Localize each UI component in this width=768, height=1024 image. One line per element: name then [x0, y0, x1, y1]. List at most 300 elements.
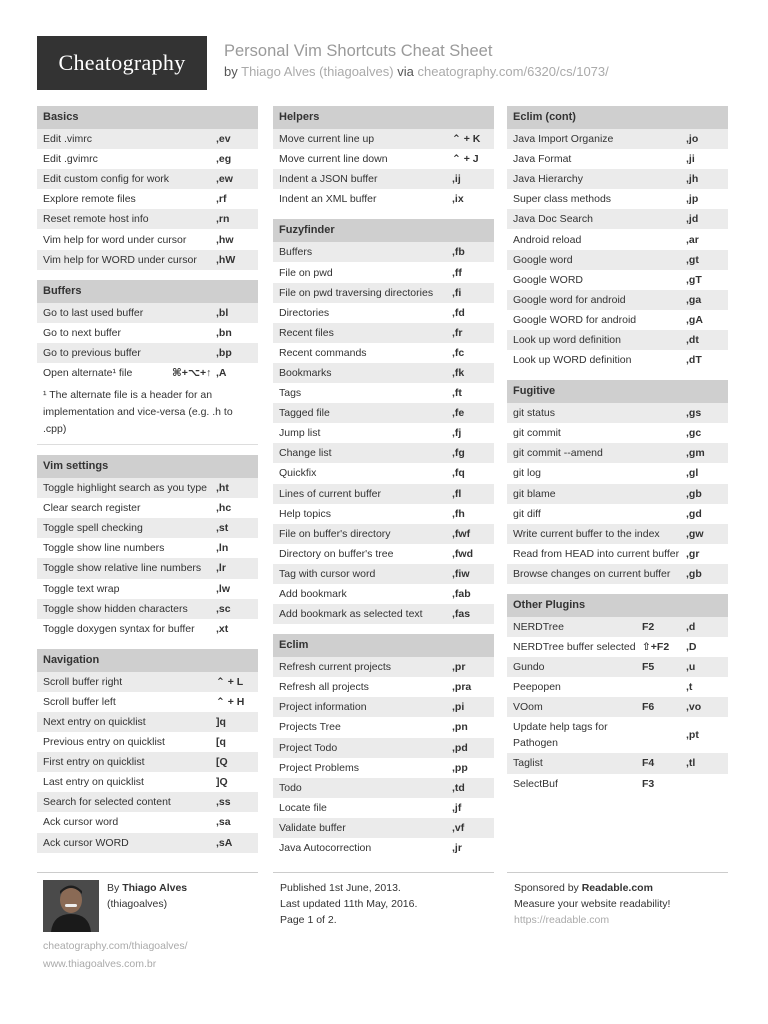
- shortcut-key: ,fg: [450, 443, 494, 463]
- section-title: Vim settings: [37, 455, 258, 478]
- shortcut-row: [37, 478, 258, 498]
- shortcut-key: ,fi: [450, 283, 494, 303]
- shortcut-action: git status: [507, 403, 684, 423]
- section-helpers: [273, 106, 494, 209]
- section-title: Navigation: [37, 649, 258, 672]
- shortcut-action: Java Format: [513, 153, 572, 166]
- shortcut-row: [273, 262, 494, 282]
- footer-divider: [507, 872, 728, 873]
- shortcut-row: [37, 518, 258, 538]
- shortcut-table: [37, 129, 258, 270]
- shortcut-modifier: [172, 343, 214, 363]
- shortcut-row: [273, 717, 494, 737]
- shortcut-action: Edit .vimrc: [37, 129, 214, 149]
- shortcut-row: [37, 129, 258, 149]
- shortcut-row: [273, 564, 494, 584]
- footer-author: [107, 880, 187, 912]
- section-title: Other Plugins: [507, 594, 728, 617]
- shortcut-row: [273, 323, 494, 343]
- shortcut-row: [37, 833, 258, 853]
- shortcut-action: Toggle text wrap: [43, 582, 120, 595]
- shortcut-row: [37, 579, 258, 599]
- shortcut-action: Super class methods: [513, 193, 612, 206]
- shortcut-row: [507, 310, 728, 330]
- byline-by: by: [224, 64, 238, 79]
- shortcut-modifier: ⇧+F2: [642, 641, 670, 654]
- shortcut-row: [37, 229, 258, 249]
- author-avatar: [43, 880, 99, 932]
- shortcut-key: ,gT: [686, 273, 702, 286]
- shortcut-table: [507, 129, 728, 370]
- shortcut-modifier: F3: [642, 777, 655, 790]
- shortcut-action: Ack cursor WORD: [37, 833, 214, 853]
- shortcut-key: ,jh: [684, 169, 728, 189]
- shortcut-action: Read from HEAD into current buffer: [513, 547, 680, 560]
- shortcut-key: ,ft: [452, 387, 462, 400]
- shortcut-action: Edit custom config for work: [37, 169, 214, 189]
- shortcut-action: Clear search register: [43, 502, 141, 515]
- shortcut-table: [507, 617, 728, 794]
- shortcut-key: ,eg: [216, 153, 232, 166]
- shortcut-action: Project Todo: [273, 738, 450, 758]
- shortcut-key: ,u: [684, 657, 728, 677]
- shortcut-key: ,D: [686, 641, 697, 654]
- shortcut-action: Indent a JSON buffer: [273, 169, 450, 189]
- section-title: Eclim: [273, 634, 494, 657]
- shortcut-row: [273, 604, 494, 624]
- shortcut-row: [273, 657, 494, 677]
- shortcut-key: ,rn: [214, 209, 258, 229]
- shortcut-row: [273, 283, 494, 303]
- shortcut-key: ,gw: [684, 524, 728, 544]
- section-title: Fuzyfinder: [273, 219, 494, 242]
- section-title: Eclim (cont): [507, 106, 728, 129]
- shortcut-row: [37, 303, 258, 323]
- shortcut-action: Toggle show line numbers: [43, 542, 165, 555]
- page-number: Page 1 of 2.: [280, 914, 337, 926]
- shortcut-action: Previous entry on quicklist: [43, 736, 165, 749]
- shortcut-action: Tags: [279, 387, 302, 400]
- shortcut-row: [273, 677, 494, 697]
- shortcut-action: Scroll buffer left: [43, 695, 116, 708]
- shortcut-row: [273, 463, 494, 483]
- shortcut-key: ,td: [450, 778, 494, 798]
- header: [37, 36, 737, 90]
- shortcut-row: [273, 403, 494, 423]
- shortcut-row: [507, 544, 728, 564]
- sponsor-url-link[interactable]: https://readable.com: [514, 914, 610, 926]
- shortcut-action: Write current buffer to the index: [507, 524, 684, 544]
- shortcut-modifier: F5: [642, 657, 684, 677]
- shortcut-modifier: [642, 717, 684, 753]
- shortcut-action: Refresh current projects: [273, 657, 450, 677]
- shortcut-key: [684, 774, 728, 794]
- shortcut-key: ,pd: [450, 738, 494, 758]
- section-buffers: [37, 280, 258, 445]
- section-title: Fugitive: [507, 380, 728, 403]
- shortcut-action: Next entry on quicklist: [37, 712, 214, 732]
- shortcut-key: ,ht: [214, 478, 258, 498]
- shortcut-action: Ack cursor word: [43, 816, 119, 829]
- shortcut-action: File on buffer's directory: [273, 524, 450, 544]
- shortcut-key: ,sA: [214, 833, 258, 853]
- shortcut-row: [273, 504, 494, 524]
- shortcut-row: [507, 443, 728, 463]
- shortcut-table: [507, 403, 728, 584]
- shortcut-action: git diff: [513, 507, 541, 520]
- footer: [37, 872, 737, 972]
- shortcut-row: [37, 672, 258, 692]
- author-website-link[interactable]: www.thiagoalves.com.br: [43, 958, 157, 970]
- shortcut-row: [273, 738, 494, 758]
- shortcut-key: ,ij: [450, 169, 494, 189]
- shortcut-action: Tagged file: [273, 403, 450, 423]
- avatar-photo-icon: [43, 880, 99, 932]
- column-2: [273, 106, 494, 868]
- shortcut-action: git commit --amend: [507, 443, 684, 463]
- shortcut-key: ,jp: [686, 193, 699, 206]
- shortcut-modifier: [642, 677, 684, 697]
- shortcut-key: [q: [216, 736, 226, 749]
- shortcut-key: ⌃ + J: [452, 153, 479, 166]
- shortcut-row: [507, 677, 728, 697]
- shortcut-action: Taglist: [507, 753, 642, 773]
- shortcut-key: ,fb: [450, 242, 494, 262]
- shortcut-row: [37, 599, 258, 619]
- shortcut-key: ,gr: [686, 547, 700, 560]
- shortcut-key: ,xt: [216, 622, 229, 635]
- shortcut-modifier: F4: [642, 753, 684, 773]
- shortcut-action: Vim help for WORD under cursor: [37, 250, 214, 270]
- shortcut-key: ,fe: [450, 403, 494, 423]
- shortcut-key: ,ff: [452, 266, 462, 279]
- shortcut-action: Java Import Organize: [507, 129, 684, 149]
- shortcut-key: ,jf: [452, 801, 462, 814]
- shortcut-table: [37, 303, 258, 383]
- shortcut-action: First entry on quicklist: [37, 752, 214, 772]
- shortcut-action: Directory on buffer's tree: [279, 547, 394, 560]
- shortcut-row: [507, 403, 728, 423]
- shortcut-row: [273, 169, 494, 189]
- shortcut-key: ,bp: [214, 343, 258, 363]
- footer-divider: [37, 872, 258, 873]
- shortcut-row: [273, 343, 494, 363]
- shortcut-row: [507, 617, 728, 637]
- shortcut-key: ,gs: [684, 403, 728, 423]
- shortcut-key: ,gl: [686, 467, 699, 480]
- shortcut-action: Last entry on quicklist: [43, 776, 144, 789]
- shortcut-action: Tag with cursor word: [273, 564, 450, 584]
- shortcut-key: ,vf: [450, 818, 494, 838]
- shortcut-row: [37, 189, 258, 209]
- shortcut-action: Recent files: [273, 323, 450, 343]
- section-fugitive: [507, 380, 728, 584]
- shortcut-row: [507, 717, 728, 753]
- shortcut-action: Browse changes on current buffer: [507, 564, 684, 584]
- shortcut-key: ,fwd: [452, 547, 473, 560]
- shortcut-key: ,fh: [452, 507, 465, 520]
- shortcut-row: [37, 732, 258, 752]
- shortcut-key: ,pra: [452, 681, 472, 694]
- shortcut-row: [37, 772, 258, 792]
- shortcut-row: [507, 290, 728, 310]
- shortcut-action: Directories: [279, 306, 330, 319]
- shortcut-action: Refresh all projects: [279, 681, 369, 694]
- shortcut-modifier: [172, 323, 214, 343]
- shortcut-key: ]q: [214, 712, 258, 732]
- shortcut-action: Help topics: [279, 507, 331, 520]
- shortcut-row: [507, 524, 728, 544]
- shortcut-table: [37, 478, 258, 639]
- section-eclim-cont: [507, 106, 728, 370]
- footer-author-name: Thiago Alves: [122, 882, 188, 894]
- sheet-url-link[interactable]: cheatography.com/6320/cs/1073/: [417, 64, 609, 79]
- cheatography-logo[interactable]: Cheatography: [37, 36, 207, 90]
- shortcut-action: Move current line down: [279, 153, 388, 166]
- shortcut-row: [37, 792, 258, 812]
- shortcut-key: ,ji: [686, 153, 695, 166]
- shortcut-key: ,fq: [452, 467, 465, 480]
- shortcut-row: [507, 250, 728, 270]
- shortcut-row: [507, 484, 728, 504]
- page-title: Personal Vim Shortcuts Cheat Sheet: [224, 42, 493, 60]
- shortcut-row: [273, 697, 494, 717]
- shortcut-row: [507, 330, 728, 350]
- shortcut-action: Projects Tree: [279, 721, 341, 734]
- shortcut-action: Look up WORD definition: [513, 354, 632, 367]
- shortcut-action: Google WORD: [513, 273, 584, 286]
- shortcut-action: git log: [513, 467, 542, 480]
- footer-sponsor: [514, 880, 670, 928]
- shortcut-row: [273, 584, 494, 604]
- shortcut-key: ,fd: [452, 306, 465, 319]
- shortcut-row: [37, 149, 258, 169]
- section-title: Helpers: [273, 106, 494, 129]
- shortcut-row: [37, 363, 258, 383]
- shortcut-row: [507, 657, 728, 677]
- shortcut-key: ,ss: [214, 792, 258, 812]
- shortcut-modifier: F2: [642, 617, 684, 637]
- shortcut-row: [507, 697, 728, 717]
- shortcut-row: [273, 544, 494, 564]
- shortcut-action: Look up word definition: [507, 330, 684, 350]
- shortcut-key: ,gc: [686, 427, 702, 440]
- shortcut-row: [273, 423, 494, 443]
- shortcut-row: [37, 558, 258, 578]
- shortcut-key: ,fab: [452, 588, 471, 601]
- shortcut-action: Add bookmark: [279, 588, 347, 601]
- shortcut-key: ,fiw: [450, 564, 494, 584]
- shortcut-action: Reset remote host info: [37, 209, 214, 229]
- shortcut-action: Google WORD for android: [513, 313, 637, 326]
- shortcut-table: [273, 657, 494, 858]
- shortcut-row: [507, 229, 728, 249]
- shortcut-row: [37, 812, 258, 832]
- shortcut-key: ,jr: [452, 842, 462, 855]
- shortcut-key: ,gb: [684, 564, 728, 584]
- shortcut-row: [507, 774, 728, 794]
- shortcut-row: [273, 798, 494, 818]
- shortcut-key: ,jo: [684, 129, 728, 149]
- shortcut-key: ,pp: [452, 761, 468, 774]
- shortcut-action: Update help tags for Pathogen: [513, 721, 608, 750]
- shortcut-table: [273, 129, 494, 209]
- footer-author-handle: (thiagoalves): [107, 898, 168, 910]
- shortcut-key: ⌃ + K: [450, 129, 494, 149]
- shortcut-row: [507, 209, 728, 229]
- shortcut-row: [273, 758, 494, 778]
- sponsored-by-label: Sponsored by: [514, 882, 579, 894]
- footer-by: By: [107, 882, 120, 894]
- shortcut-row: [273, 838, 494, 858]
- shortcut-row: [37, 209, 258, 229]
- shortcut-key: ,gA: [686, 313, 703, 326]
- shortcut-modifier: ⌘+⌥+↑: [172, 366, 212, 379]
- shortcut-action: Vim help for word under cursor: [43, 233, 187, 246]
- shortcut-action: Move current line up: [273, 129, 450, 149]
- shortcut-action: Google word for android: [507, 290, 684, 310]
- shortcut-key: ,bl: [214, 303, 258, 323]
- shortcut-key: ,dt: [684, 330, 728, 350]
- shortcut-key: ,sa: [216, 816, 231, 829]
- sponsor-name[interactable]: Readable.com: [581, 882, 653, 894]
- shortcut-modifier: F6: [642, 697, 684, 717]
- shortcut-row: [273, 524, 494, 544]
- shortcut-key: ,lr: [214, 558, 258, 578]
- shortcut-key: ]Q: [216, 776, 228, 789]
- shortcut-row: [507, 350, 728, 370]
- shortcut-key: ,tl: [684, 753, 728, 773]
- shortcut-table: [37, 672, 258, 853]
- shortcut-action: Lines of current buffer: [273, 484, 450, 504]
- column-3: [507, 106, 728, 804]
- shortcut-action: Toggle spell checking: [37, 518, 214, 538]
- shortcut-action: git commit: [513, 427, 561, 440]
- shortcut-action: Validate buffer: [273, 818, 450, 838]
- shortcut-key: ,A: [216, 366, 227, 379]
- shortcut-key: ,gt: [684, 250, 728, 270]
- shortcut-key: ,lw: [216, 582, 231, 595]
- shortcut-key: ,ga: [684, 290, 728, 310]
- shortcut-row: [507, 637, 728, 657]
- shortcut-row: [37, 343, 258, 363]
- shortcut-key: ,hw: [216, 233, 234, 246]
- shortcut-action: NERDTree: [507, 617, 642, 637]
- shortcut-key: ,fas: [450, 604, 494, 624]
- footer-publication: [280, 880, 417, 928]
- shortcut-action: Java Doc Search: [507, 209, 684, 229]
- author-profile-link[interactable]: cheatography.com/thiagoalves/: [43, 940, 188, 952]
- author-link[interactable]: Thiago Alves (thiagoalves): [241, 64, 394, 79]
- shortcut-key: ,ev: [214, 129, 258, 149]
- shortcut-action: Gundo: [507, 657, 642, 677]
- shortcut-action: Change list: [273, 443, 450, 463]
- shortcut-action: Go to previous buffer: [37, 343, 172, 363]
- section-title: Basics: [37, 106, 258, 129]
- shortcut-modifier: [172, 303, 214, 323]
- shortcut-key: ⌃ + H: [216, 695, 245, 708]
- shortcut-action: Todo: [273, 778, 450, 798]
- footer-divider: [273, 872, 494, 873]
- shortcut-action: Quickfix: [279, 467, 317, 480]
- footnote: ¹ The alternate file is a header for an implementation and vice-versa (e.g. .h to .cpp): [37, 383, 258, 445]
- shortcut-key: ,jd: [684, 209, 728, 229]
- shortcut-key: ⌃ + L: [214, 672, 258, 692]
- shortcut-action: git blame: [507, 484, 684, 504]
- shortcut-action: Android reload: [513, 233, 582, 246]
- byline-via: via: [397, 64, 414, 79]
- shortcut-action: Search for selected content: [37, 792, 214, 812]
- shortcut-row: [273, 443, 494, 463]
- shortcut-row: [37, 712, 258, 732]
- shortcut-action: Jump list: [279, 427, 321, 440]
- shortcut-row: [273, 484, 494, 504]
- shortcut-action: NERDTree buffer selected: [513, 641, 636, 654]
- shortcut-key: ,t: [686, 681, 693, 694]
- shortcut-row: [507, 189, 728, 209]
- shortcut-row: [273, 242, 494, 262]
- shortcut-action: Scroll buffer right: [37, 672, 214, 692]
- shortcut-action: Recent commands: [279, 346, 367, 359]
- shortcut-action: Java Autocorrection: [279, 842, 372, 855]
- shortcut-action: Locate file: [279, 801, 327, 814]
- section-eclim: [273, 634, 494, 858]
- shortcut-action: Go to last used buffer: [37, 303, 172, 323]
- shortcut-row: [507, 753, 728, 773]
- shortcut-key: ,ew: [214, 169, 258, 189]
- shortcut-action: Add bookmark as selected text: [273, 604, 450, 624]
- shortcut-action: Explore remote files: [43, 193, 136, 206]
- shortcut-row: [507, 169, 728, 189]
- shortcut-action: Toggle show hidden characters: [37, 599, 214, 619]
- shortcut-key: ,pt: [686, 729, 699, 742]
- shortcut-row: [37, 752, 258, 772]
- shortcut-row: [507, 129, 728, 149]
- shortcut-key: ,fk: [450, 363, 494, 383]
- shortcut-row: [37, 538, 258, 558]
- title-block: [224, 42, 609, 79]
- shortcut-action: Project Problems: [279, 761, 359, 774]
- shortcut-key: ,pr: [450, 657, 494, 677]
- shortcut-key: ,rf: [216, 193, 227, 206]
- shortcut-key: ,gd: [686, 507, 702, 520]
- shortcut-key: ,pi: [450, 697, 494, 717]
- shortcut-row: [507, 149, 728, 169]
- shortcut-action: Toggle doxygen syntax for buffer: [43, 622, 195, 635]
- shortcut-action: Indent an XML buffer: [279, 193, 377, 206]
- shortcut-row: [273, 149, 494, 169]
- shortcut-action: Peepopen: [513, 681, 561, 694]
- shortcut-action: SelectBuf: [513, 777, 558, 790]
- shortcut-key: ,fc: [452, 346, 465, 359]
- shortcut-row: [273, 383, 494, 403]
- shortcut-action: Open alternate¹ file: [43, 366, 133, 379]
- shortcut-row: [507, 504, 728, 524]
- shortcut-action: Buffers: [273, 242, 450, 262]
- shortcut-action: VOom: [507, 697, 642, 717]
- shortcut-action: Google word: [507, 250, 684, 270]
- shortcut-row: [37, 692, 258, 712]
- shortcut-key: ,ln: [216, 542, 229, 555]
- shortcut-action: Edit .gvimrc: [43, 153, 98, 166]
- updated-date: Last updated 11th May, 2016.: [280, 898, 418, 910]
- shortcut-row: [273, 778, 494, 798]
- shortcut-key: ,dT: [686, 354, 702, 367]
- shortcut-key: ,ar: [686, 233, 699, 246]
- shortcut-row: [507, 270, 728, 290]
- shortcut-action: Go to next buffer: [43, 326, 122, 339]
- section-title: Buffers: [37, 280, 258, 303]
